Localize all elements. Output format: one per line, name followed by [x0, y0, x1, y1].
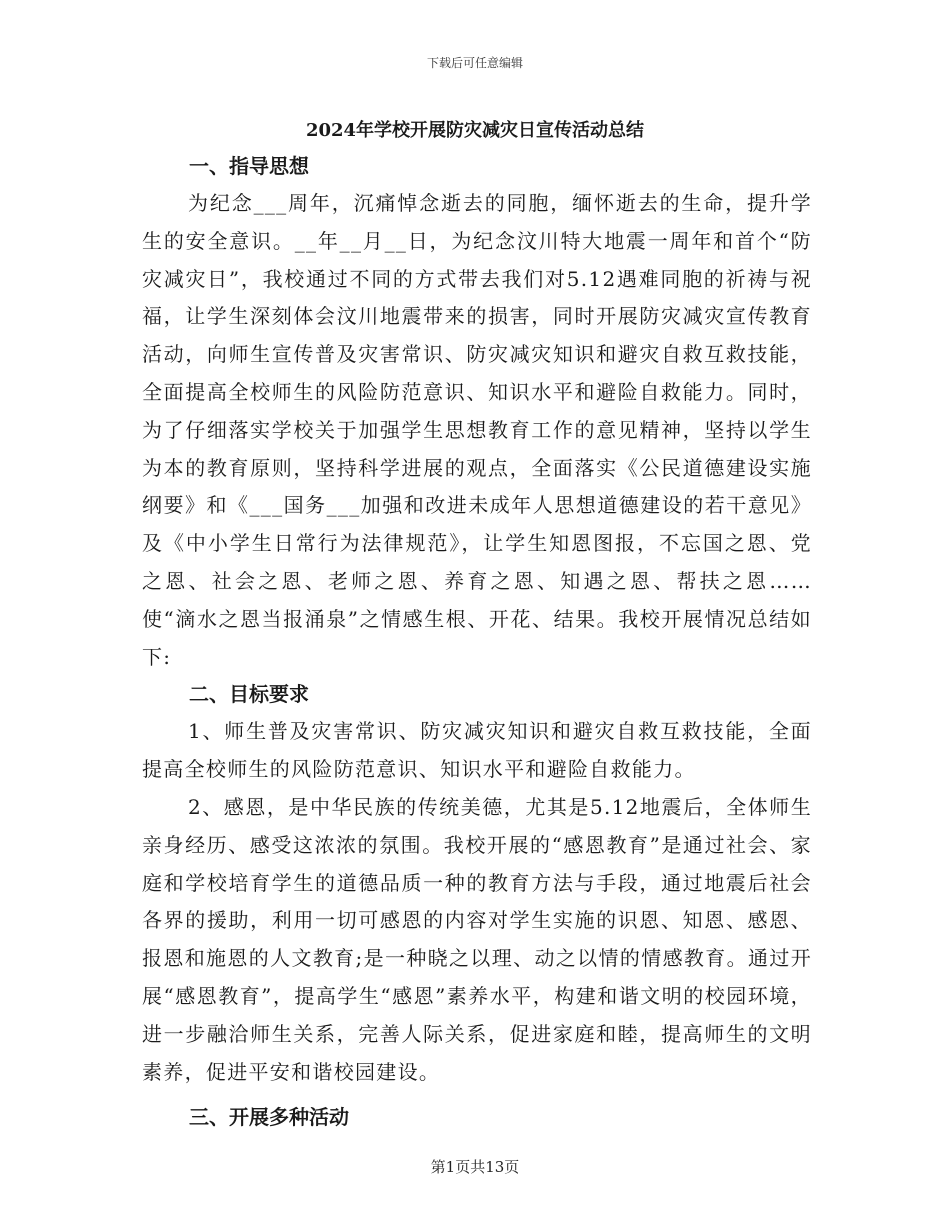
section-heading-guiding-ideology: 一、指导思想 — [189, 154, 309, 178]
paragraph-objective-2: 2、感恩，是中华民族的传统美德，尤其是5.12地震后，全体师生亲身经历、感受这浓浓的氛围。我校开展的“感恩教育”是通过社会、家庭和学校培育学生的道德品质一种的教育方法与手段，通过地震后社会各界的援助，利用一切可感恩的内容对学生实施的识恩、知恩、感恩、报恩和施恩的人文教育;是一种晓之以理、动之以情的情感教育。通过开展“感恩教育”，提高学生“感恩”素养水平，构建和谐文明的校园环境，进一步融洽师生关系，完善人际关系，促进家庭和睦，提高师生的文明素养，促进平安和谐校园建设。 — [142, 794, 812, 1084]
paragraph-guiding-ideology: 为纪念___周年，沉痛悼念逝去的同胞，缅怀逝去的生命，提升学生的安全意识。__年__月__日，为纪念汶川特大地震一周年和首个“防灾减灾日”，我校通过不同的方式带去我们对5.12遇难同胞的祈祷与祝福，让学生深刻体会汶川地震带来的损害，同时开展防灾减灾宣传教育活动，向师生宣传普及灾害常识、防灾减灾知识和避灾自救互救技能，全面提高全校师生的风险防范意识、知识水平和避险自救能力。同时，为了仔细落实学校关于加强学生思想教育工作的意见精神，坚持以学生为本的教育原则，坚持科学进展的观点，全面落实《公民道德建设实施纲要》和《___国务___加强和改进未成年人思想道德建设的若干意见》及《中小学生日常行为法律规范》，让学生知恩图报，不忘国之恩、党之恩、社会之恩、老师之恩、养育之恩、知遇之恩、帮扶之恩……使“滴水之恩当报涌泉”之情感生根、开花、结果。我校开展情况总结如下: — [142, 191, 812, 669]
section-heading-activities: 三、开展多种活动 — [189, 1105, 349, 1130]
section-heading-objectives: 二、目标要求 — [189, 682, 309, 707]
section-gap — [142, 1091, 812, 1099]
document-body — [142, 148, 812, 1136]
document-title: 2024年学校开展防灾减灾日宣传活动总结 — [305, 120, 645, 141]
paragraph-objective-1: 1、师生普及灾害常识、防灾减灾知识和避灾自救互救技能，全面提高全校师生的风险防范意识、知识水平和避险自救能力。 — [142, 719, 812, 782]
header-note: 下载后可任意编辑 — [426, 56, 523, 70]
page-number-footer: 第1页共13页 — [430, 1158, 520, 1176]
